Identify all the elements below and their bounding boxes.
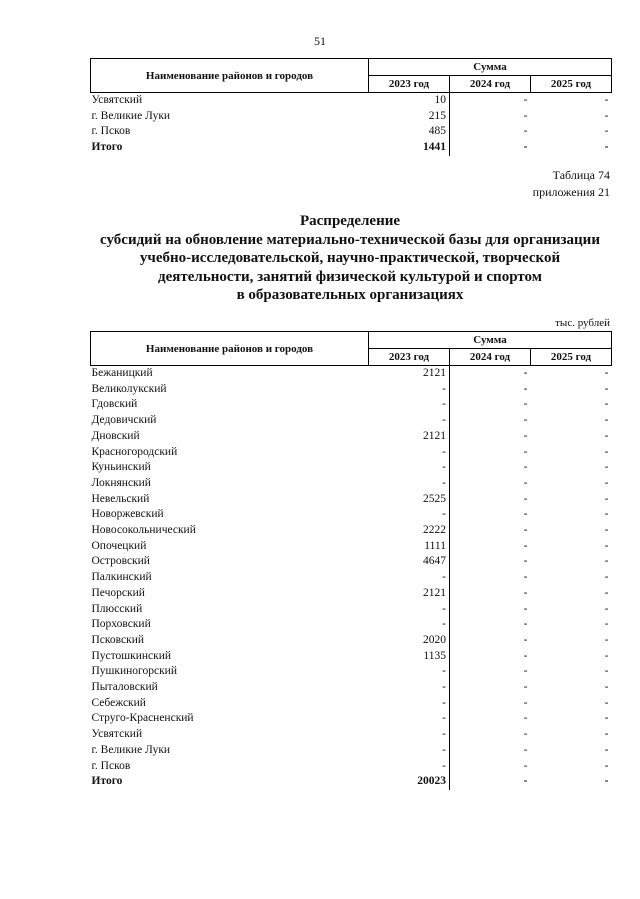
value-2023-text: -: [442, 382, 446, 395]
district-name: Усвятский: [91, 94, 143, 106]
value-2025: -: [604, 94, 609, 106]
value-2023: [369, 492, 450, 508]
value-2023-text: 2121: [423, 586, 446, 599]
district-name: Пыталовский: [91, 681, 158, 694]
value-2023: [369, 140, 450, 156]
value-2024: -: [523, 461, 528, 474]
title-line-1: Распределение: [299, 213, 401, 229]
value-2023: [369, 633, 450, 649]
value-2023-text: -: [442, 571, 446, 584]
value-2025: -: [604, 109, 609, 122]
district-name: Дновский: [91, 429, 140, 442]
value-2024: -: [523, 429, 528, 442]
value-2023: [369, 460, 450, 476]
appendix-label: приложения 21: [532, 185, 610, 199]
table-label: Таблица 74: [552, 168, 610, 182]
value-2024: -: [523, 476, 528, 489]
units-label: тыс. рублей: [555, 317, 610, 329]
value-2023: [369, 397, 450, 413]
district-name: Пушкиногорский: [91, 665, 177, 678]
header-year-2023: 2023 год: [369, 76, 450, 93]
value-2024: -: [523, 367, 528, 379]
value-2025: -: [604, 759, 609, 772]
table-row: [91, 649, 612, 665]
value-2024: -: [523, 775, 528, 788]
value-2023-text: 10: [434, 94, 446, 106]
value-2023: [369, 696, 450, 712]
table-1-body: [91, 93, 612, 156]
value-2024: -: [523, 109, 528, 122]
district-name: Островский: [91, 555, 150, 568]
value-2023-text: 1111: [424, 539, 446, 552]
table-row: [91, 366, 612, 382]
value-2023-text: 2525: [423, 492, 446, 505]
value-2023: [369, 507, 450, 523]
value-2023-text: -: [442, 508, 446, 521]
value-2023: [369, 382, 450, 398]
header-year-2025: 2025 год: [531, 349, 612, 366]
table-row: [91, 539, 612, 555]
district-name: Плюсский: [91, 602, 143, 615]
value-2023-text: 1135: [423, 649, 446, 662]
table-1: [90, 58, 612, 156]
value-2024: -: [523, 665, 528, 678]
value-2023-text: -: [442, 398, 446, 411]
value-2023-text: 485: [428, 125, 446, 138]
value-2024: -: [523, 141, 528, 154]
value-2024: -: [523, 681, 528, 694]
table-row: [91, 124, 612, 140]
value-2023-text: 4647: [423, 555, 446, 568]
district-name: Палкинский: [91, 571, 152, 584]
value-2025: -: [604, 508, 609, 521]
value-2023-text: -: [442, 759, 446, 772]
value-2024: -: [523, 571, 528, 584]
value-2023-text: -: [442, 414, 446, 427]
value-2025: -: [604, 445, 609, 458]
district-name: Гдовский: [91, 398, 138, 411]
value-2023-text: -: [442, 712, 446, 725]
value-2024: -: [523, 445, 528, 458]
table-row: [91, 617, 612, 633]
value-2025: -: [604, 728, 609, 741]
value-2024: -: [523, 728, 528, 741]
district-name: Куньинский: [91, 461, 151, 474]
value-2023-text: 215: [428, 109, 446, 122]
value-2023-text: 2121: [423, 367, 446, 379]
table-row: [91, 633, 612, 649]
district-name: Печорский: [91, 586, 145, 599]
title-line-3: учебно-исследовательской, научно-практической, творческой: [139, 250, 561, 266]
value-2023: [369, 727, 450, 743]
value-2025: -: [604, 696, 609, 709]
district-name: Бежаницкий: [91, 367, 153, 379]
table-row: [91, 586, 612, 602]
table-row: [91, 397, 612, 413]
table-row: [91, 109, 612, 125]
value-2024: -: [523, 712, 528, 725]
value-2025: -: [604, 429, 609, 442]
value-2025: -: [604, 555, 609, 568]
value-2025: -: [604, 681, 609, 694]
value-2024: -: [523, 633, 528, 646]
district-name: Великолукский: [91, 382, 167, 395]
header-year-2024: 2024 год: [450, 76, 531, 93]
header-sum: Сумма: [369, 332, 612, 349]
header-year-2025: 2025 год: [531, 76, 612, 93]
value-2024: -: [523, 508, 528, 521]
value-2023-text: -: [442, 476, 446, 489]
value-2023: [369, 523, 450, 539]
value-2025: -: [604, 524, 609, 537]
value-2023-text: -: [442, 602, 446, 615]
value-2024: -: [523, 618, 528, 631]
table-row: [91, 413, 612, 429]
value-2025: -: [604, 476, 609, 489]
value-2024: -: [523, 743, 528, 756]
table-row: [91, 711, 612, 727]
value-2025: -: [604, 775, 609, 788]
value-2023: [369, 445, 450, 461]
page-number: 51: [314, 34, 326, 48]
value-2025: -: [604, 712, 609, 725]
value-2025: -: [604, 649, 609, 662]
value-2024: -: [523, 649, 528, 662]
value-2023: [369, 554, 450, 570]
table-row: [91, 445, 612, 461]
value-2023-text: 1441: [423, 141, 446, 154]
value-2024: -: [523, 602, 528, 615]
value-2023: [369, 664, 450, 680]
district-name: г. Великие Луки: [91, 743, 171, 756]
value-2023-text: -: [442, 696, 446, 709]
table-row: [91, 570, 612, 586]
table-row: [91, 602, 612, 618]
table-row: [91, 429, 612, 445]
table-row: [91, 382, 612, 398]
value-2024: -: [523, 759, 528, 772]
value-2025: -: [604, 602, 609, 615]
value-2025: -: [604, 382, 609, 395]
value-2025: -: [604, 492, 609, 505]
district-name: Итого: [91, 141, 123, 154]
total-row: [91, 774, 612, 790]
district-name: Локнянский: [91, 476, 151, 489]
value-2023: [369, 743, 450, 759]
table-row: [91, 664, 612, 680]
district-name: Новоржевский: [91, 508, 164, 521]
district-name: Опочецкий: [91, 539, 147, 552]
value-2023-text: 2121: [423, 429, 446, 442]
value-2025: -: [604, 461, 609, 474]
district-name: г. Великие Луки: [91, 109, 171, 122]
value-2023-text: -: [442, 743, 446, 756]
district-name: Дедовичский: [91, 414, 157, 427]
value-2023: [369, 109, 450, 125]
value-2024: -: [523, 539, 528, 552]
table-2-body: [91, 366, 612, 790]
value-2025: -: [604, 367, 609, 379]
title-line-5: в образовательных организациях: [236, 287, 464, 303]
table-row: [91, 727, 612, 743]
value-2024: -: [523, 586, 528, 599]
district-name: Красногородский: [91, 445, 178, 458]
value-2025: -: [604, 571, 609, 584]
value-2023-text: -: [442, 728, 446, 741]
value-2023: [369, 539, 450, 555]
value-2023: [369, 570, 450, 586]
value-2025: -: [604, 743, 609, 756]
value-2023: [369, 617, 450, 633]
header-name: Наименование районов и городов: [91, 59, 369, 93]
value-2025: -: [604, 414, 609, 427]
table-row: [91, 743, 612, 759]
header-year-2024: 2024 год: [450, 349, 531, 366]
value-2023-text: 2020: [423, 633, 446, 646]
table-row: [91, 680, 612, 696]
value-2025: -: [604, 539, 609, 552]
table-2: [90, 331, 612, 790]
value-2023-text: -: [442, 445, 446, 458]
value-2023: [369, 774, 450, 790]
value-2023: [369, 413, 450, 429]
value-2023: [369, 476, 450, 492]
value-2024: -: [523, 398, 528, 411]
value-2025: -: [604, 618, 609, 631]
district-name: г. Псков: [91, 125, 131, 138]
value-2023: [369, 93, 450, 109]
header-name: Наименование районов и городов: [91, 332, 369, 366]
district-name: Итого: [91, 775, 123, 788]
table-row: [91, 492, 612, 508]
value-2023: [369, 649, 450, 665]
district-name: Невельский: [91, 492, 150, 505]
value-2023: [369, 602, 450, 618]
table-row: [91, 460, 612, 476]
total-row: [91, 140, 612, 156]
table-row: [91, 696, 612, 712]
header-year-2023: 2023 год: [369, 349, 450, 366]
value-2025: -: [604, 586, 609, 599]
table-row: [91, 476, 612, 492]
header-sum: Сумма: [369, 59, 612, 76]
value-2023-text: -: [442, 461, 446, 474]
district-name: Пустошкинский: [91, 649, 172, 662]
value-2024: -: [523, 524, 528, 537]
district-name: Порховский: [91, 618, 151, 631]
value-2025: -: [604, 125, 609, 138]
value-2023: [369, 711, 450, 727]
value-2023: [369, 759, 450, 775]
district-name: Себежский: [91, 696, 146, 709]
value-2023: [369, 366, 450, 382]
value-2023-text: 20023: [417, 775, 446, 788]
value-2023-text: -: [442, 618, 446, 631]
value-2025: -: [604, 665, 609, 678]
table-row: [91, 93, 612, 109]
table-row: [91, 554, 612, 570]
value-2024: -: [523, 555, 528, 568]
value-2023: [369, 680, 450, 696]
table-row: [91, 523, 612, 539]
district-name: Новосокольнический: [91, 524, 196, 537]
title-line-4: деятельности, занятий физической культурой и спортом: [158, 268, 542, 285]
value-2025: -: [604, 141, 609, 154]
district-name: Псковский: [91, 633, 145, 646]
value-2023: [369, 124, 450, 140]
table-row: [91, 759, 612, 775]
district-name: Струго-Красненский: [91, 712, 194, 725]
value-2024: -: [523, 125, 528, 138]
value-2024: -: [523, 492, 528, 505]
table-row: [91, 507, 612, 523]
value-2024: -: [523, 414, 528, 427]
value-2024: -: [523, 696, 528, 709]
title-line-2: субсидий на обновление материально-технической базы для организации: [100, 231, 600, 248]
value-2024: -: [523, 94, 528, 106]
value-2023-text: -: [442, 681, 446, 694]
value-2023: [369, 429, 450, 445]
district-name: Усвятский: [91, 728, 143, 741]
value-2025: -: [604, 633, 609, 646]
district-name: г. Псков: [91, 759, 131, 772]
value-2024: -: [523, 382, 528, 395]
value-2023-text: -: [442, 665, 446, 678]
value-2023: [369, 586, 450, 602]
value-2025: -: [604, 398, 609, 411]
value-2023-text: 2222: [423, 524, 446, 537]
